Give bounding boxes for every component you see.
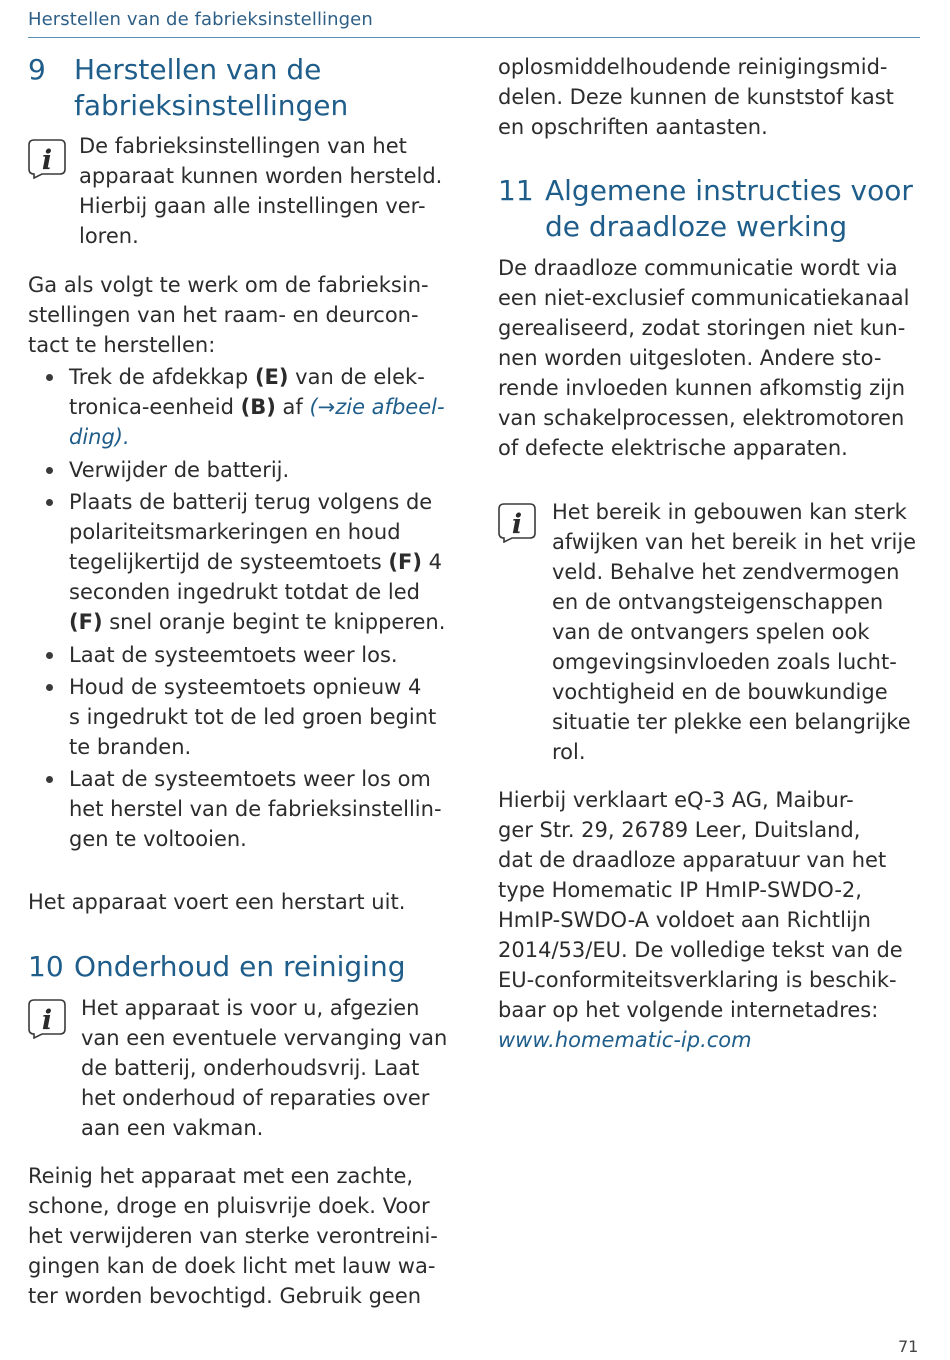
info-icon — [28, 139, 66, 179]
list-item-text: Laat de systeemtoets weer los. — [69, 643, 398, 667]
section-9-intro — [28, 270, 429, 360]
info-icon — [28, 999, 66, 1039]
figure-reference-link[interactable]: ding) — [69, 425, 123, 449]
note-line: loren. — [79, 224, 139, 248]
section-9-title-line: Herstellen van de — [74, 53, 322, 86]
section-9-title — [74, 52, 348, 124]
conformity-declaration: Hierbij verklaart eQ-3 AG, Maibur- ger Str. 29, 26789 Leer, Duitsland, dat de draadloze apparatuur van het type Homematic IP HmIP-SWDO-2, HmIP-SWDO-A voldoet aan Richtlijn 2014/53/EU. De volledige tekst van de EU-conformiteitsverklaring is beschik- baar op het volgende internetadres: www.homematic-ip.com — [498, 785, 903, 1055]
section-10-note: Het apparaat is voor u, afgezien van een eventuele vervanging van de batterij, onderhoudsvrij. Laat het onderhoud of reparaties over aan een vakman. — [81, 996, 448, 1140]
running-header: Herstellen van de fabrieksinstellingen — [28, 9, 373, 30]
section-9-number: 9 — [28, 53, 46, 86]
section-11-body: De draadloze communicatie wordt via een niet-exclusief communicatiekanaal gerealiseerd, zodat storingen niet kun- nen worden uitgesloten. Andere sto- rende invloeden kunnen afkomstig zijn van schakelprocessen, elektromotoren of defecte elektrische apparaten. — [498, 256, 910, 460]
paragraph-line: stellingen van het raam- en deurcon- — [28, 303, 419, 327]
header-divider — [28, 37, 920, 38]
bullet-dot — [46, 499, 53, 506]
section-9-heading — [28, 52, 458, 124]
section-10-title: Onderhoud en reiniging — [74, 950, 406, 983]
svg-text:i: i — [511, 509, 523, 540]
list-item-text: Verwijder de batterij. — [69, 458, 290, 482]
section-9-outro: Het apparaat voert een herstart uit. — [28, 890, 406, 914]
section-11-number: 11 — [498, 174, 534, 207]
svg-text:i: i — [41, 145, 53, 176]
svg-text:i: i — [41, 1005, 53, 1036]
paragraph-line: Ga als volgt te werk om de fabrieksin- — [28, 273, 429, 297]
section-10-heading — [28, 949, 458, 985]
bullet-dot — [46, 776, 53, 783]
bullet-dot — [46, 652, 53, 659]
bullet-dot — [46, 467, 53, 474]
note-line: Hierbij gaan alle instellingen ver- — [79, 194, 426, 218]
section-10-body: Reinig het apparaat met een zachte, schone, droge en pluisvrije doek. Voor het verwijderen van sterke verontreini- gingen kan de doek licht met lauw wa- ter worden bevochtigd. Gebruik geen — [28, 1164, 438, 1308]
bullet-dot — [46, 684, 53, 691]
section-9-note — [79, 131, 442, 251]
homematic-url-link[interactable]: www.homematic-ip.com — [498, 1028, 752, 1052]
info-icon — [498, 503, 536, 543]
section-11-heading — [498, 173, 926, 245]
note-line: De fabrieksinstellingen van het — [79, 134, 407, 158]
note-line: apparaat kunnen worden hersteld. — [79, 164, 443, 188]
section-11-title: Algemene instructies voor de draadloze werking — [545, 174, 913, 243]
section-11-note: Het bereik in gebouwen kan sterk afwijken van het bereik in het vrije veld. Behalve het zendvermogen en de ontvangsteigenschappen van de ontvangers spelen ook omgevingsinvloeden zoals lucht- vochtigheid en de bouwkundige situatie ter plekke een belangrijke rol. — [552, 500, 917, 764]
section-10-number: 10 — [28, 950, 64, 983]
page-number: 71 — [898, 1337, 919, 1356]
figure-reference-link[interactable]: (→zie afbeel- — [309, 395, 445, 419]
section-10-body-continued: oplosmiddelhoudende reinigingsmid- delen. Deze kunnen de kunststof kast en opschriften aantasten. — [498, 55, 894, 139]
paragraph-line: tact te herstellen: — [28, 333, 216, 357]
section-9-title-line: fabrieksinstellingen — [74, 89, 349, 122]
bullet-dot — [46, 374, 53, 381]
